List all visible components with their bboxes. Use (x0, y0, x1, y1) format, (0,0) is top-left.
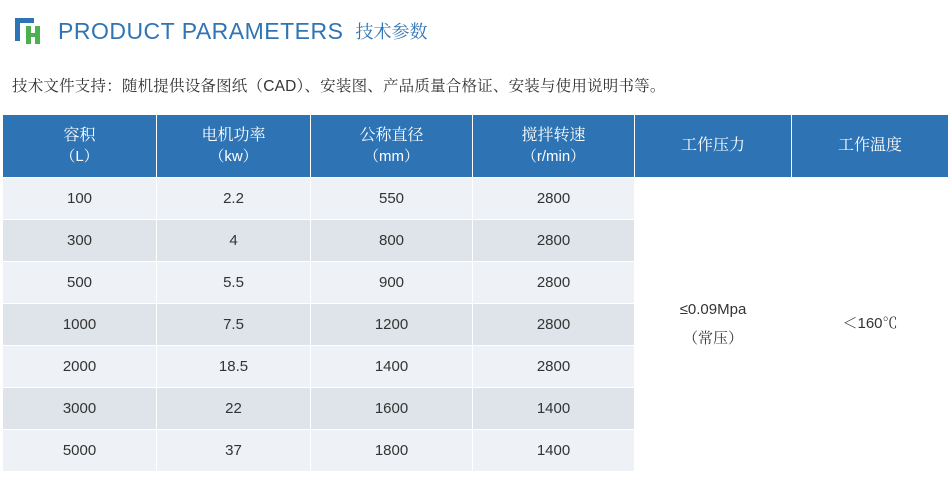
parameters-table-wrap (0, 114, 950, 472)
page-title-cn: 技术参数 (355, 22, 428, 42)
cell-power: 5.5 (157, 262, 311, 304)
column-header-power-unit: （kw） (209, 147, 258, 165)
cell-speed: 2800 (473, 220, 635, 262)
leaf-logo-icon (12, 15, 46, 47)
cell-volume: 3000 (3, 388, 157, 430)
cell-diameter: 1400 (311, 346, 473, 388)
table-row (3, 178, 949, 220)
pressure-note: （常压） (682, 329, 743, 347)
cell-power: 18.5 (157, 346, 311, 388)
cell-working-pressure (635, 178, 792, 472)
cell-power: 22 (157, 388, 311, 430)
cell-speed: 1400 (473, 388, 635, 430)
column-header-speed-main: 搅拌转速 (521, 127, 586, 145)
column-header-power (157, 115, 311, 178)
cell-volume: 5000 (3, 430, 157, 472)
column-header-volume-unit: （L） (60, 147, 99, 165)
cell-speed: 2800 (473, 304, 635, 346)
page-header (0, 0, 950, 48)
cell-volume: 1000 (3, 304, 157, 346)
cell-power: 37 (157, 430, 311, 472)
cell-diameter: 1800 (311, 430, 473, 472)
cell-speed: 2800 (473, 262, 635, 304)
cell-speed: 2800 (473, 178, 635, 220)
cell-diameter: 1600 (311, 388, 473, 430)
cell-diameter: 800 (311, 220, 473, 262)
column-header-diameter (311, 115, 473, 178)
cell-diameter: 1200 (311, 304, 473, 346)
column-header-volume (3, 115, 157, 178)
column-header-diameter-main: 公称直径 (359, 127, 424, 145)
cell-volume: 500 (3, 262, 157, 304)
column-header-temperature: 工作温度 (792, 115, 949, 178)
column-header-pressure: 工作压力 (635, 115, 792, 178)
cell-working-temperature: ＜160℃ (792, 178, 949, 472)
column-header-power-main: 电机功率 (201, 127, 266, 145)
cell-power: 4 (157, 220, 311, 262)
table-header-row (3, 115, 949, 178)
cell-diameter: 550 (311, 178, 473, 220)
page-title: PRODUCT PARAMETERS (58, 17, 344, 44)
cell-speed: 1400 (473, 430, 635, 472)
cell-diameter: 900 (311, 262, 473, 304)
cell-volume: 2000 (3, 346, 157, 388)
column-header-volume-main: 容积 (63, 127, 96, 145)
parameters-table (2, 114, 949, 472)
column-header-diameter-unit: （mm） (364, 147, 419, 165)
cell-speed: 2800 (473, 346, 635, 388)
cell-volume: 300 (3, 220, 157, 262)
column-header-speed (473, 115, 635, 178)
cell-power: 2.2 (157, 178, 311, 220)
cell-power: 7.5 (157, 304, 311, 346)
cell-volume: 100 (3, 178, 157, 220)
intro-text: 技术文件支持：随机提供设备图纸（CAD）、安装图、产品质量合格证、安装与使用说明书等。 (12, 78, 666, 95)
pressure-value: ≤0.09Mpa (679, 301, 747, 318)
column-header-speed-unit: （r/min） (521, 147, 586, 165)
